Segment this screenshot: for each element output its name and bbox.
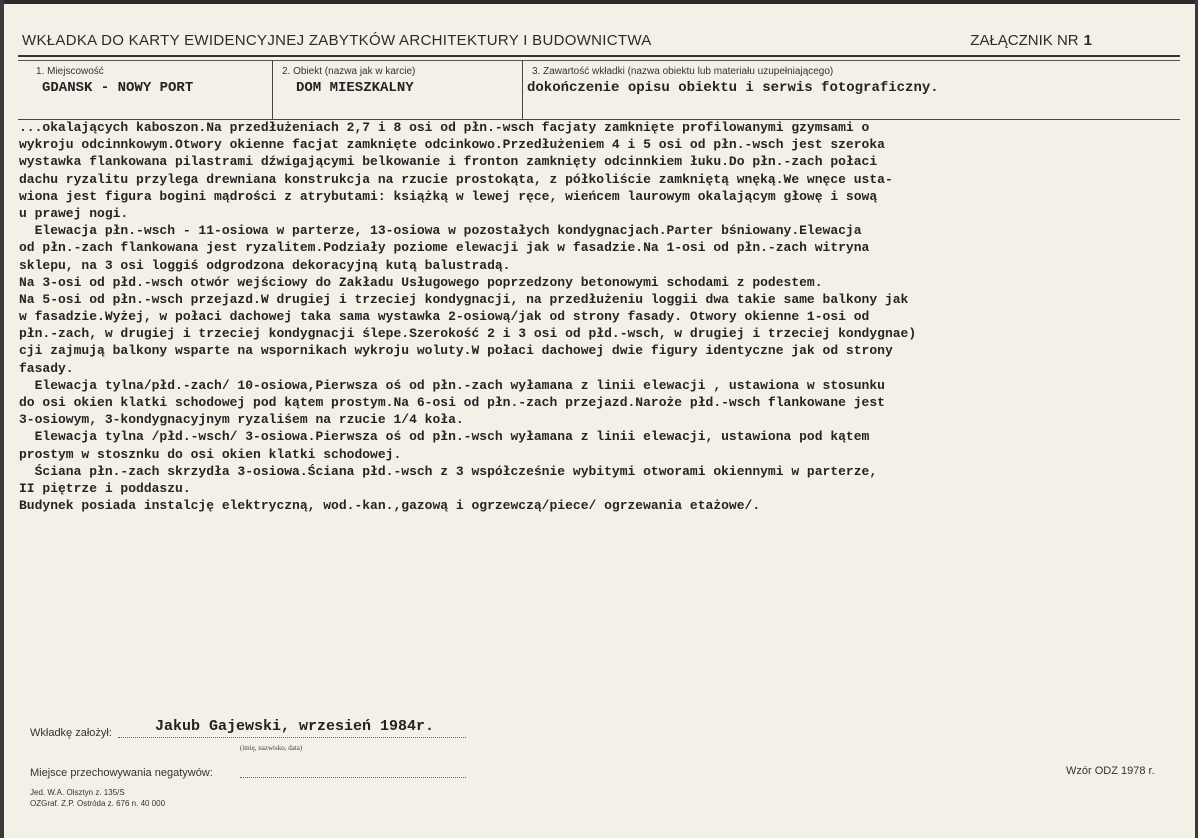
description-line: Elewacja płn.-wsch - 11-osiowa w parterze, 13-osiowa w pozostałych kondygnacjach.Parter bśniowany.Elewacja <box>19 223 862 239</box>
contents-label: 3. Zawartość wkładki (nazwa obiektu lub materiału uzupełniającego) <box>532 66 834 77</box>
description-line: płn.-zach, w drugiej i trzeciej kondygnacji ślepe.Szerokość 2 i 3 osi od płd.-wsch, w drugiej i trzeciej kondygnae) <box>19 326 917 342</box>
founder-caption: (imię, nazwisko, data) <box>240 744 303 752</box>
header-rule-inner <box>18 60 1180 61</box>
description-line: wykroju odcinnkowym.Otwory okienne facjat zamknięte odcinkowo.Przedłużeniem 4 i 5 osi od płn.-wsch jest szeroka <box>19 137 885 153</box>
description-line: od płn.-zach flankowana jest ryzalitem.Podziały poziome elewacji jak w fasadzie.Na 1-osi od płn.-zach witryna <box>19 240 870 256</box>
printer-info-line-2: OZGraf. Z.P. Ostróda z. 676 n. 40 000 <box>30 799 166 808</box>
object-value: DOM MIESZKALNY <box>296 80 414 96</box>
founder-label: Wkładkę założył: <box>30 727 112 739</box>
description-line: sklepu, na 3 osi loggiś odgrodzona dekoracyjną kutą balustradą. <box>19 257 511 273</box>
description-line: Ściana płn.-zach skrzydła 3-osiowa.Ściana płd.-wsch z 3 współcześnie wybitymi otworami okiennymi w parterze, <box>19 463 878 479</box>
field-divider-2 <box>522 60 523 119</box>
description-line: 3-osiowym, 3-kondygnacyjnym ryzaliśem na rzucie 1/4 koła. <box>19 412 464 428</box>
description-text <box>19 119 1197 514</box>
description-line: Na 3-osi od płd.-wsch otwór wejściowy do Zakładu Usługowego poprzedzony betonowymi schodami z podestem. <box>19 274 823 290</box>
description-line: ...okalających kaboszon.Na przedłużeniach 2,7 i 8 osi od płn.-wsch facjaty zamknięte profilowanymi gzymsami o <box>19 120 870 135</box>
top-border <box>0 0 1198 4</box>
description-line: Elewacja tylna /płd.-wsch/ 3-osiowa.Pierwsza oś od płn.-wsch wyłamana z linii elewacji, ustawiona pod kątem <box>19 429 870 445</box>
form-title: WKŁADKA DO KARTY EWIDENCYJNEJ ZABYTKÓW ARCHITEKTURY I BUDOWNICTWA <box>22 32 652 49</box>
contents-value: dokończenie opisu obiektu i serwis fotograficzny. <box>527 80 939 96</box>
description-line: do osi okien klatki schodowej pod kątem prostym.Na 6-osi od płn.-zach przejazd.Naroże płd.-wsch flankowane jest <box>19 395 885 410</box>
header-rule <box>18 55 1180 57</box>
annex-number: 1 <box>1083 32 1092 49</box>
founder-dotted-line <box>118 737 466 738</box>
annex-heading <box>970 32 1092 49</box>
field-divider-1 <box>272 60 273 119</box>
description-line: fasady. <box>19 360 74 376</box>
description-line: wiona jest figura bogini mądrości z atrybutami: książką w lewej ręce, wieńcem laurowym okalającym głowę i sową <box>19 188 878 204</box>
annex-label: ZAŁĄCZNIK NR <box>970 32 1079 49</box>
location-label: 1. Miejscowość <box>36 66 104 77</box>
description-line: Elewacja tylna/płd.-zach/ 10-osiowa,Pierwsza oś od płn.-zach wyłamana z linii elewacji , ustawiona w stosunku <box>19 377 885 393</box>
founder-signature: Jakub Gajewski, wrzesień 1984r. <box>155 718 435 735</box>
left-border <box>0 0 4 838</box>
description-line: wystawka flankowana pilastrami dźwigającymi belkowanie i fronton zamknięty odcinnkiem łuku.Do płn.-zach połaci <box>19 154 878 170</box>
printer-info-line-1: Jed. W.A. Olsztyn z. 135/S <box>30 788 125 797</box>
description-line: dachu ryzalitu przylega drewniana konstrukcja na rzucie prostokąta, z półkoliście zamkniętą wnęką.We wnęce usta- <box>19 171 893 187</box>
form-template-id: Wzór ODZ 1978 r. <box>1066 765 1155 777</box>
negatives-dotted-line <box>240 777 466 778</box>
description-line: Budynek posiada instalcję elektryczną, wod.-kan.,gazową i ogrzewczą/piece/ ogrzewania etażowe/. <box>19 498 761 514</box>
description-line: cji zajmują balkony wsparte na wspornikach wykroju woluty.W połaci dachowej dwie figury identyczne jak od strony <box>19 343 893 359</box>
description-line: II piętrze i poddaszu. <box>19 480 191 496</box>
description-line: u prawej nogi. <box>19 205 129 221</box>
object-label: 2. Obiekt (nazwa jak w karcie) <box>282 66 416 77</box>
negatives-label: Miejsce przechowywania negatywów: <box>30 767 213 779</box>
description-line: w fasadzie.Wyżej, w połaci dachowej taka sama wystawka 2-osiową/jak od strony fasady. Otwory okienne 1-osi od <box>19 309 870 325</box>
description-line: prostym w stosznku do osi okien klatki schodowej. <box>19 446 402 462</box>
location-value: GDANSK - NOWY PORT <box>42 80 194 96</box>
description-line: Na 5-osi od płn.-wsch przejazd.W drugiej i trzeciej kondygnacji, na przedłużeniu loggii dwa takie same balkony jak <box>19 291 909 307</box>
